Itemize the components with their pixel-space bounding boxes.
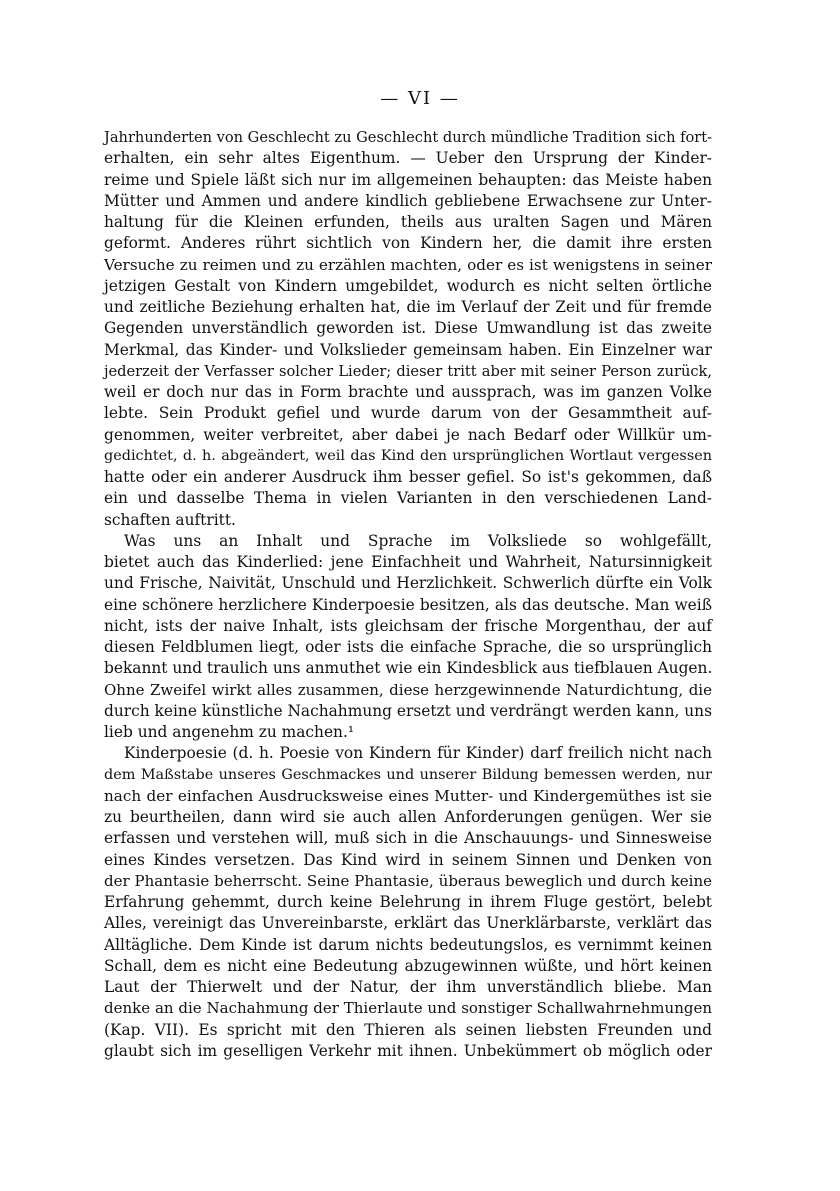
- text-line: jederzeit der Verfasser solcher Lieder; dieser tritt aber mit seiner Person zurück,: [104, 362, 712, 380]
- text-line: bietet auch das Kinderlied: jene Einfachheit und Wahrheit, Natursinnigkeit: [104, 553, 712, 571]
- text-line: dem Maßstabe unseres Geschmackes und unserer Bildung bemessen werden, nur: [104, 766, 712, 783]
- text-line: Jahrhunderten von Geschlecht zu Geschlecht durch mündliche Tradition sich fort-: [104, 129, 713, 146]
- text-line: Laut der Thierwelt und der Natur, der ihm unverständlich bliebe. Man: [104, 978, 712, 996]
- text-line: lebte. Sein Produkt gefiel und wurde darum von der Gesammtheit auf-: [104, 404, 712, 423]
- text-line: genommen, weiter verbreitet, aber dabei je nach Bedarf oder Willkür um-: [104, 425, 712, 444]
- paragraph-end-line: lieb und angenehm zu machen.¹: [104, 723, 355, 741]
- text-line: geformt. Anderes rührt sichtlich von Kindern her, die damit ihre ersten: [104, 234, 712, 253]
- text-line: Gegenden unverständlich geworden ist. Diese Umwandlung ist das zweite: [104, 319, 712, 338]
- body-text: [104, 127, 712, 1062]
- text-line: denke an die Nachahmung der Thierlaute und sonstiger Schallwahrnehmungen: [104, 999, 712, 1018]
- text-line: Merkmal, das Kinder- und Volkslieder gemeinsam haben. Ein Einzelner war: [104, 340, 712, 359]
- text-line: Versuche zu reimen und zu erzählen machten, oder es ist wenigstens in seiner: [104, 255, 712, 274]
- text-line: durch keine künstliche Nachahmung ersetzt und verdrängt werden kann, uns: [104, 701, 712, 720]
- text-line: reime und Spiele läßt sich nur im allgemeinen behaupten: das Meiste haben: [104, 170, 712, 189]
- text-line: gedichtet, d. h. abgeändert, weil das Kind den ursprünglichen Wortlaut vergessen: [104, 447, 712, 464]
- text-line: zu beurtheilen, dann wird sie auch allen Anforderungen genügen. Wer sie: [104, 808, 712, 826]
- paragraph-start-line: Was uns an Inhalt und Sprache im Volksliede so wohlgefällt,: [124, 531, 712, 550]
- text-line: nach der einfachen Ausdrucksweise eines Mutter- und Kindergemüthes ist sie: [104, 786, 712, 805]
- text-line: jetzigen Gestalt von Kindern umgebildet, wodurch es nicht selten örtliche: [104, 276, 712, 295]
- text-line: Mütter und Ammen und andere kindlich gebliebene Erwachsene zur Unter-: [104, 191, 712, 210]
- text-line: erfassen und verstehen will, muß sich in die Anschauungs- und Sinnesweise: [104, 829, 712, 848]
- text-line: erhalten, ein sehr altes Eigenthum. — Ueber den Ursprung der Kinder-: [104, 149, 712, 168]
- text-line: haltung für die Kleinen erfunden, theils aus uralten Sagen und Mären: [104, 213, 712, 231]
- paragraph-start-line: Kinderpoesie (d. h. Poesie von Kindern für Kinder) darf freilich nicht nach: [124, 744, 712, 763]
- text-line: ein und dasselbe Thema in vielen Varianten in den verschiedenen Land-: [104, 489, 712, 508]
- text-line: Ohne Zweifel wirkt alles zusammen, diese herzgewinnende Naturdichtung, die: [104, 680, 712, 699]
- page-number: — VI —: [380, 88, 460, 109]
- text-line: und zeitliche Beziehung erhalten hat, die im Verlauf der Zeit und für fremde: [104, 298, 712, 316]
- text-line: nicht, ists der naive Inhalt, ists gleichsam der frische Morgenthau, der auf: [104, 616, 712, 635]
- text-line: Schall, dem es nicht eine Bedeutung abzugewinnen wüßte, und hört keinen: [104, 956, 712, 975]
- text-line: Alltägliche. Dem Kinde ist darum nichts bedeutungslos, es vernimmt keinen: [104, 935, 712, 954]
- text-line: und Frische, Naivität, Unschuld und Herzlichkeit. Schwerlich dürfte ein Volk: [104, 574, 712, 593]
- text-line: diesen Feldblumen liegt, oder ists die einfache Sprache, die so ursprünglich: [104, 638, 712, 656]
- text-line: Erfahrung gehemmt, durch keine Belehrung in ihrem Fluge gestört, belebt: [104, 893, 712, 911]
- text-line: eine schönere herzlichere Kinderpoesie besitzen, als das deutsche. Man weiß: [104, 595, 712, 614]
- text-line: eines Kindes versetzen. Das Kind wird in seinem Sinnen und Denken von: [104, 850, 712, 869]
- text-line: (Kap. VII). Es spricht mit den Thieren als seinen liebsten Freunden und: [104, 1020, 712, 1039]
- text-line: glaubt sich im geselligen Verkehr mit ihnen. Unbekümmert ob möglich oder: [104, 1041, 712, 1060]
- text-line: bekannt und traulich uns anmuthet wie ein Kindesblick aus tiefblauen Augen.: [104, 659, 713, 678]
- text-line: Alles, vereinigt das Unvereinbarste, erklärt das Unerklärbarste, verklärt das: [104, 914, 712, 933]
- text-line: hatte oder ein anderer Ausdruck ihm besser gefiel. So ist's gekommen, daß: [104, 468, 712, 486]
- text-line: weil er doch nur das in Form brachte und aussprach, was im ganzen Volke: [104, 383, 712, 401]
- text-line: der Phantasie beherrscht. Seine Phantasie, überaus beweglich und durch keine: [104, 871, 712, 890]
- paragraph-end-line: schaften auftritt.: [104, 510, 236, 529]
